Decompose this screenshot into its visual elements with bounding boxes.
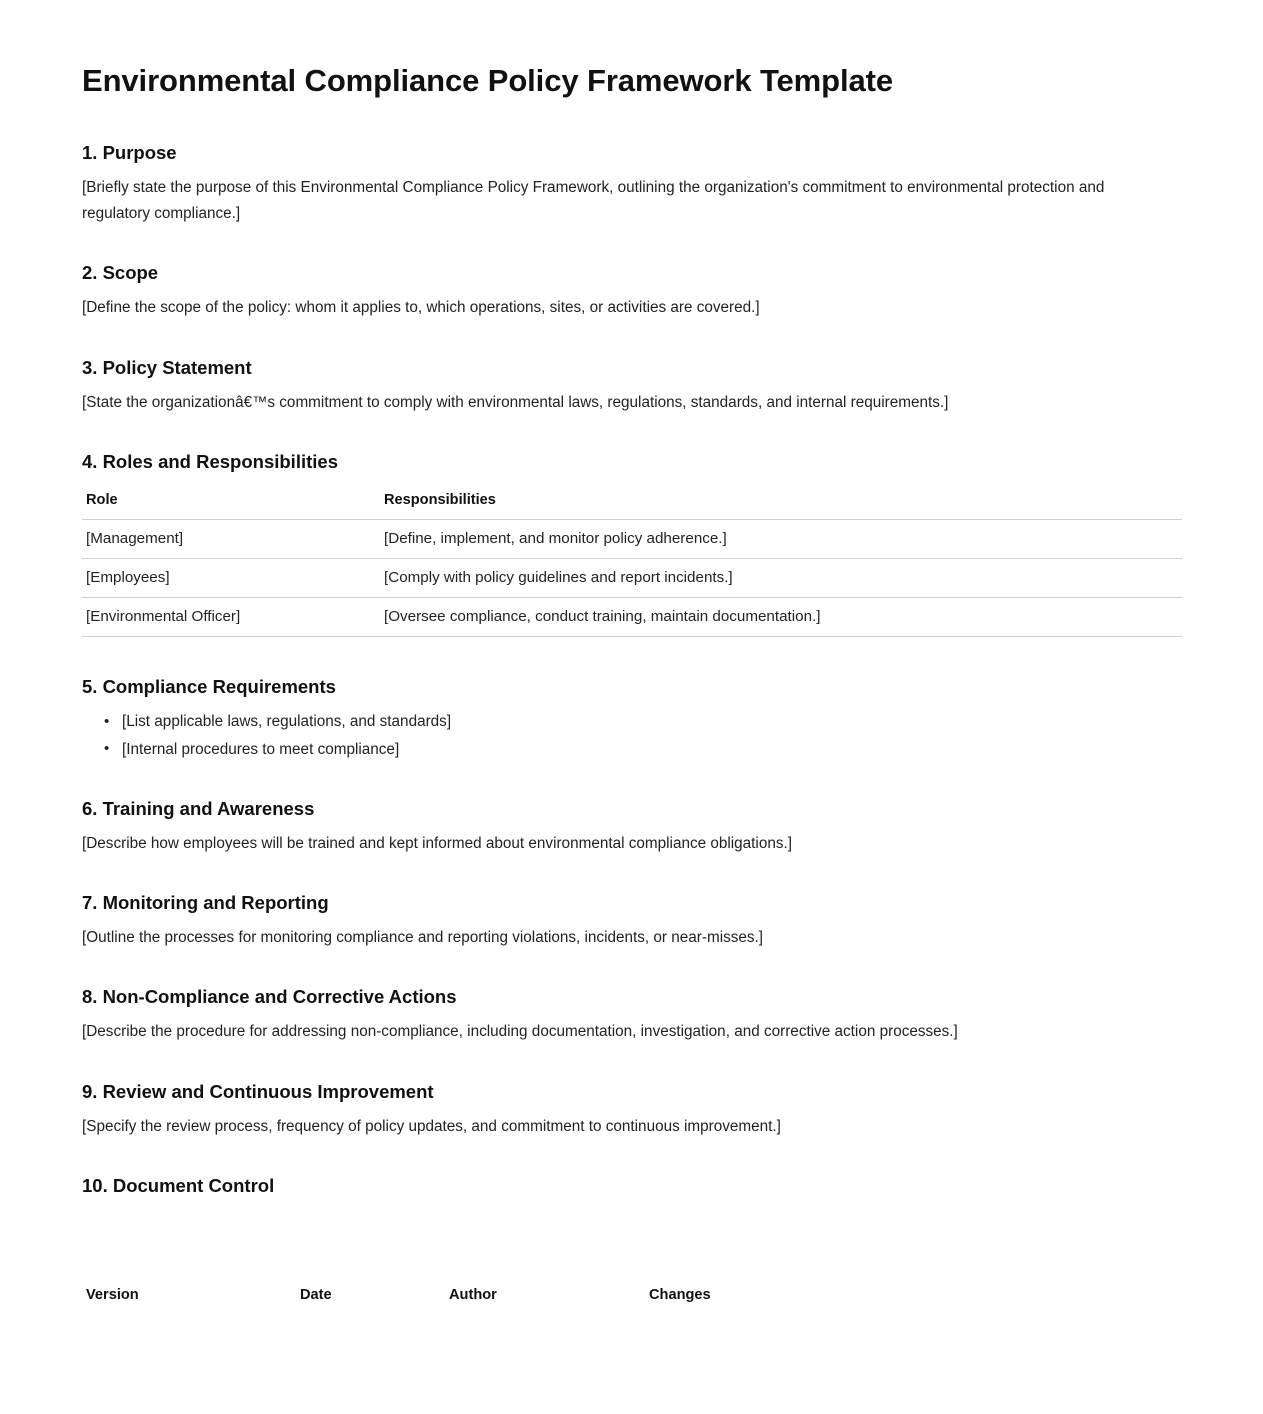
column-header-date: Date bbox=[296, 1283, 445, 1305]
document-control-table-clip bbox=[82, 1283, 1182, 1305]
cell-role: [Environmental Officer] bbox=[82, 598, 380, 637]
section-body-policy-statement: [State the organizationâ€™s commitment to comply with environmental laws, regulations, standards, and internal requirements.] bbox=[82, 393, 949, 411]
column-header-role: Role bbox=[82, 488, 380, 520]
section-body-training: [Describe how employees will be trained and kept informed about environmental compliance obligations.] bbox=[82, 834, 792, 852]
table-row bbox=[82, 520, 1182, 559]
section-body-purpose: [Briefly state the purpose of this Environmental Compliance Policy Framework, outlining the organization's commitment to environmental protection and regulatory compliance.] bbox=[82, 178, 1105, 223]
table-row bbox=[82, 559, 1182, 598]
section-heading-non-compliance: 8. Non-Compliance and Corrective Actions bbox=[82, 986, 457, 1008]
section-heading-training: 6. Training and Awareness bbox=[82, 797, 315, 819]
section-body-non-compliance: [Describe the procedure for addressing non-compliance, including documentation, investigation, and corrective action processes.] bbox=[82, 1023, 958, 1041]
section-heading-monitoring: 7. Monitoring and Reporting bbox=[82, 891, 329, 913]
table-header-row bbox=[82, 488, 1182, 520]
document-control-table bbox=[82, 1283, 1182, 1305]
table-row bbox=[82, 598, 1182, 637]
section-document-control bbox=[82, 1174, 1181, 1198]
cell-responsibilities: [Define, implement, and monitor policy adherence.] bbox=[380, 520, 1182, 559]
section-heading-roles: 4. Roles and Responsibilities bbox=[82, 451, 338, 473]
section-body-monitoring: [Outline the processes for monitoring compliance and reporting violations, incidents, or near-misses.] bbox=[82, 928, 764, 946]
section-policy-statement bbox=[82, 356, 1181, 416]
roles-table bbox=[82, 488, 1182, 637]
column-header-version: Version bbox=[82, 1283, 296, 1305]
section-body-review: [Specify the review process, frequency of policy updates, and commitment to continuous improvement.] bbox=[82, 1117, 781, 1135]
cell-responsibilities: [Oversee compliance, conduct training, maintain documentation.] bbox=[380, 598, 1182, 637]
section-heading-purpose: 1. Purpose bbox=[82, 141, 177, 163]
section-heading-review: 9. Review and Continuous Improvement bbox=[82, 1080, 434, 1102]
section-monitoring-and-reporting bbox=[82, 891, 1181, 951]
section-heading-policy-statement: 3. Policy Statement bbox=[82, 356, 252, 378]
section-scope bbox=[82, 261, 1181, 321]
page-title: Environmental Compliance Policy Framework Template bbox=[82, 63, 893, 98]
cell-role: [Employees] bbox=[82, 559, 380, 598]
cell-role: [Management] bbox=[82, 520, 380, 559]
section-compliance-requirements bbox=[82, 675, 1181, 762]
compliance-requirements-list bbox=[82, 709, 1181, 762]
section-body-scope: [Define the scope of the policy: whom it applies to, which operations, sites, or activities are covered.] bbox=[82, 299, 760, 317]
list-item: • [Internal procedures to meet compliance] bbox=[104, 737, 1181, 763]
column-header-changes: Changes bbox=[645, 1283, 1182, 1305]
section-non-compliance bbox=[82, 985, 1181, 1045]
column-header-responsibilities: Responsibilities bbox=[380, 488, 1182, 520]
list-item: • [List applicable laws, regulations, and standards] bbox=[104, 709, 1181, 735]
section-review-and-improvement bbox=[82, 1080, 1181, 1140]
section-heading-scope: 2. Scope bbox=[82, 262, 159, 284]
section-heading-document-control: 10. Document Control bbox=[82, 1174, 275, 1196]
cell-responsibilities: [Comply with policy guidelines and report incidents.] bbox=[380, 559, 1182, 598]
section-purpose bbox=[82, 141, 1181, 228]
column-header-author: Author bbox=[445, 1283, 645, 1305]
section-training-and-awareness bbox=[82, 797, 1181, 857]
section-heading-compliance-requirements: 5. Compliance Requirements bbox=[82, 676, 336, 698]
table-header-row bbox=[82, 1283, 1182, 1305]
section-roles-and-responsibilities bbox=[82, 450, 1181, 637]
